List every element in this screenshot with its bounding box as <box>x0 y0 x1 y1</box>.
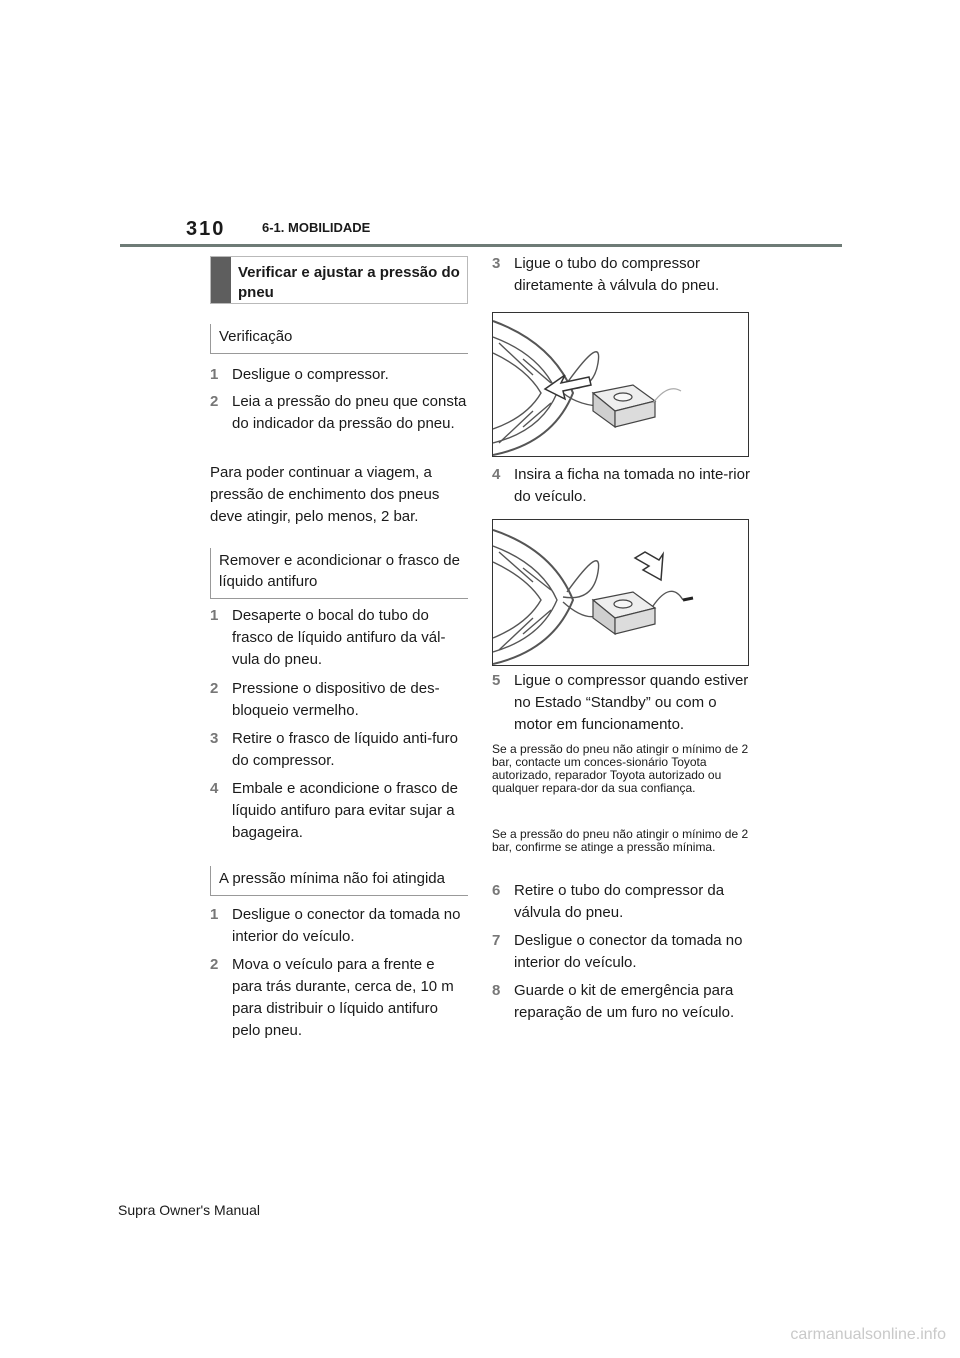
step-number: 2 <box>210 680 219 697</box>
step-text: Mova o veículo para a frente e para trás durante, cerca de, 10 m para distribuir o líquido antifuro pelo pneu. <box>232 956 454 1039</box>
step-text: Embale e acondicione o frasco de líquido antifuro para evitar sujar a bagageira. <box>232 780 458 841</box>
step-number: 3 <box>210 730 219 747</box>
header-rule <box>120 244 842 247</box>
step-item <box>210 954 468 1042</box>
subheading-verificacao <box>210 324 468 354</box>
section-title: 6-1. MOBILIDADE <box>262 220 371 235</box>
step-number: 7 <box>492 932 501 949</box>
compressor-valve-illustration <box>493 313 749 457</box>
step-number: 4 <box>210 780 219 797</box>
footer-manual-title: Supra Owner's Manual <box>118 1202 260 1218</box>
step-text: Retire o tubo do compressor da válvula do pneu. <box>514 882 725 921</box>
paragraph: Para poder continuar a viagem, a pressão de enchimento dos pneus deve atingir, pelo menos, 2 bar. <box>210 464 440 525</box>
step-number: 4 <box>492 466 501 483</box>
step-item <box>210 904 468 948</box>
step-number: 3 <box>492 255 501 272</box>
step-number: 1 <box>210 906 219 923</box>
section-heading-box <box>210 256 468 304</box>
step-item <box>492 880 750 924</box>
step-text: Pressione o dispositivo de des-bloqueio vermelho. <box>232 680 440 719</box>
note: Se a pressão do pneu não atingir o mínimo de 2 bar, confirme se atinge a pressão mínima. <box>492 827 749 854</box>
subheading-text: Verificação <box>219 328 293 345</box>
note: Se a pressão do pneu não atingir o mínimo de 2 bar, contacte um conces-sionário Toyota autorizado, reparador Toyota autorizado ou qualquer repara-dor da sua confiança. <box>492 742 749 795</box>
step-item <box>492 980 750 1024</box>
step-number: 1 <box>210 607 219 624</box>
step-item <box>492 930 750 974</box>
step-text: Retire o frasco de líquido anti-furo do compressor. <box>232 730 458 769</box>
subheading-text: A pressão mínima não foi atingida <box>219 870 445 887</box>
figure-compressor-socket <box>492 519 749 666</box>
figure-compressor-valve <box>492 312 749 457</box>
step-item <box>492 253 750 297</box>
step-text: Ligue o compressor quando estiver no Estado “Standby” ou com o motor em funcionamento. <box>514 672 749 733</box>
heading-bar <box>211 257 231 303</box>
step-item <box>492 670 750 736</box>
step-number: 6 <box>492 882 501 899</box>
step-number: 2 <box>210 393 219 410</box>
step-number: 5 <box>492 672 501 689</box>
subheading-remover <box>210 548 468 599</box>
step-text: Ligue o tubo do compressor diretamente à válvula do pneu. <box>514 255 720 294</box>
step-text: Guarde o kit de emergência para reparação de um furo no veículo. <box>514 982 735 1021</box>
step-number: 2 <box>210 956 219 973</box>
step-number: 1 <box>210 366 219 383</box>
step-item <box>210 728 468 772</box>
step-item <box>210 391 468 435</box>
step-item <box>210 364 468 386</box>
subheading-pressao-minima <box>210 866 468 896</box>
step-text: Desligue o compressor. <box>232 366 389 383</box>
step-text: Insira a ficha na tomada no inte-rior do veículo. <box>514 466 750 505</box>
step-text: Desligue o conector da tomada no interior do veículo. <box>514 932 743 971</box>
step-text: Desaperte o bocal do tubo do frasco de líquido antifuro da vál-vula do pneu. <box>232 607 446 668</box>
subheading-text: Remover e acondicionar o frasco de líquido antifuro <box>219 552 460 590</box>
step-item <box>210 678 468 722</box>
watermark: carmanualsonline.info <box>790 1326 946 1343</box>
section-heading: Verificar e ajustar a pressão do pneu <box>238 264 460 301</box>
step-text: Leia a pressão do pneu que consta do indicador da pressão do pneu. <box>232 393 467 432</box>
page-number: 310 <box>186 218 226 240</box>
step-item <box>210 778 468 844</box>
compressor-socket-illustration <box>493 520 749 666</box>
step-text: Desligue o conector da tomada no interior do veículo. <box>232 906 461 945</box>
step-number: 8 <box>492 982 501 999</box>
step-item <box>492 464 750 508</box>
step-item <box>210 605 468 671</box>
